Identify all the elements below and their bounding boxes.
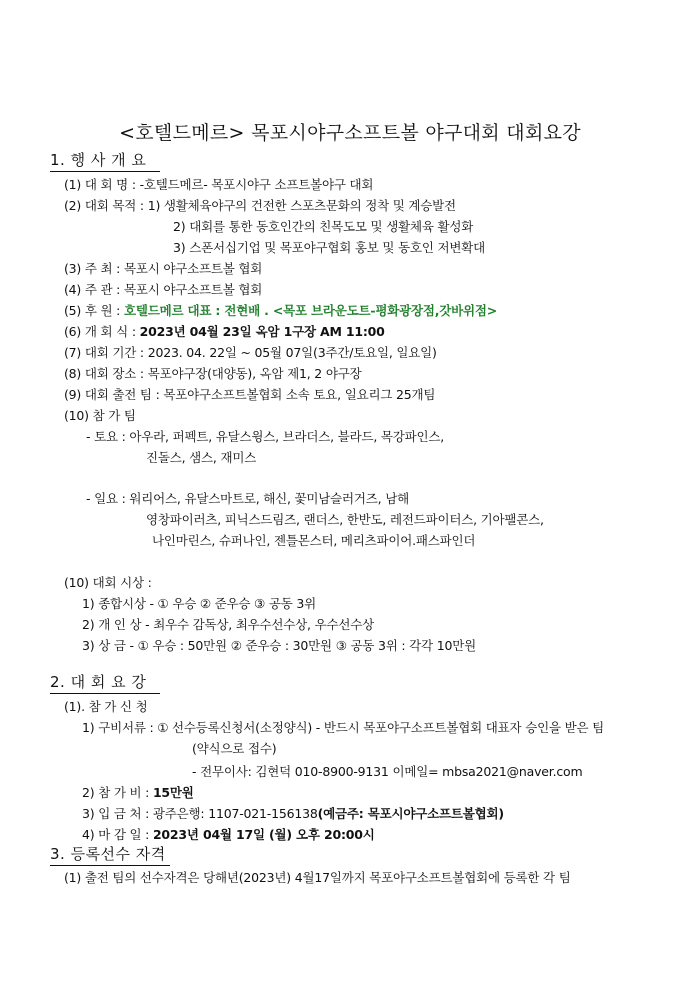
fee-value: 15만원	[152, 785, 194, 800]
sponsor-value: 호텔드메르 대표 : 전현배 . <목포 브라운도트-평화광장점,갓바위점>	[123, 303, 498, 318]
sponsor-label: (5) 후 원 :	[64, 303, 124, 318]
participants-heading: (10) 참 가 팀	[64, 408, 136, 423]
fee-line	[82, 785, 194, 801]
purpose-line-3: 3) 스폰서십기업 및 목포야구협회 홍보 및 동호인 저변확대	[173, 240, 485, 255]
deposit-label: 3) 입 금 처 : 광주은행: 1107-021-156138	[82, 806, 318, 821]
fee-label: 2) 참 가 비 :	[82, 785, 153, 800]
deadline-label: 4) 마 감 일 :	[82, 827, 153, 842]
sunday-teams-2: 영창파이러츠, 피닉스드림즈, 랜더스, 한반도, 레전드파이터스, 기아팰콘스,	[146, 512, 544, 527]
documents-line-2: (약식으로 접수)	[192, 741, 277, 756]
teams-count-line: (9) 대회 출전 팀 : 목포야구소프트볼협회 소속 토요, 일요리그 25개팀	[64, 387, 436, 402]
prize-heading: (10) 대회 시상 :	[64, 575, 152, 590]
sunday-teams-3: 나인마린스, 슈퍼나인, 젠틀몬스터, 메리츠파이어.패스파인더	[152, 533, 476, 548]
section-1-underline	[50, 171, 160, 172]
prize-line-3: 3) 상 금 - ① 우승 : 50만원 ② 준우승 : 30만원 ③ 공동 3위 : 각각 10만원	[82, 638, 476, 653]
prize-line-2: 2) 개 인 상 - 최우수 감독상, 최우수선수상, 우수선수상	[82, 617, 374, 632]
application-heading: (1). 참 가 신 청	[64, 699, 148, 714]
section-3-heading: 3. 등록선수 자격	[50, 845, 166, 863]
deposit-holder: (예금주: 목포시야구소프트볼협회)	[317, 806, 504, 821]
contact-line: - 전무이사: 김현덕 010-8900-9131 이메일= mbsa2021@naver.com	[192, 764, 583, 779]
venue-line: (8) 대회 장소 : 목포야구장(대양동), 옥암 제1, 2 야구장	[64, 366, 362, 381]
deadline-line	[82, 827, 375, 843]
saturday-teams-1: - 토요 : 아우라, 퍼펙트, 유달스윙스, 브라더스, 블라드, 목강파인스,	[86, 429, 445, 444]
event-name-line: (1) 대 회 명 : -호텔드메르- 목포시야구 소프트볼야구 대회	[64, 177, 374, 192]
organizer-line: (4) 주 관 : 목포시 야구소프트볼 협회	[64, 282, 263, 297]
documents-line-1: 1) 구비서류 : ① 선수등록신청서(소정양식) - 반드시 목포야구소프트볼협회 대표자 승인을 받은 팀	[82, 720, 604, 735]
opening-line	[64, 324, 385, 340]
prize-line-1: 1) 종합시상 - ① 우승 ② 준우승 ③ 공동 3위	[82, 596, 316, 611]
document-title: <호텔드메르> 목포시야구소프트볼 야구대회 대회요강	[119, 122, 581, 144]
period-line: (7) 대회 기간 : 2023. 04. 22일 ~ 05월 07일(3주간/토요일, 일요일)	[64, 345, 437, 360]
saturday-teams-2: 진돌스, 샘스, 재미스	[146, 450, 257, 465]
sponsor-line	[64, 303, 497, 319]
deadline-value: 2023년 04월 17일 (월) 오후 20:00시	[152, 827, 375, 842]
purpose-line-1: (2) 대회 목적 : 1) 생활체육야구의 건전한 스포츠문화의 정착 및 계승발전	[64, 198, 456, 213]
opening-value: 2023년 04월 23일 옥암 1구장 AM 11:00	[139, 324, 385, 339]
deposit-line	[82, 806, 504, 822]
section-2-underline	[50, 693, 160, 694]
section-2-heading: 2. 대 회 요 강	[50, 673, 147, 691]
sunday-teams-1: - 일요 : 워리어스, 유달스마트로, 해신, 꽃미남슬러거즈, 남해	[86, 491, 409, 506]
section-3-underline	[50, 865, 170, 866]
eligibility-line-1: (1) 출전 팀의 선수자격은 당해년(2023년) 4월17일까지 목포야구소프트볼협회에 등록한 각 팀	[64, 870, 571, 885]
purpose-line-2: 2) 대회를 통한 동호인간의 친목도모 및 생활체육 활성화	[173, 219, 474, 234]
host-line: (3) 주 최 : 목포시 야구소프트볼 협회	[64, 261, 263, 276]
section-1-heading: 1. 행 사 개 요	[50, 151, 147, 169]
opening-label: (6) 개 회 식 :	[64, 324, 140, 339]
